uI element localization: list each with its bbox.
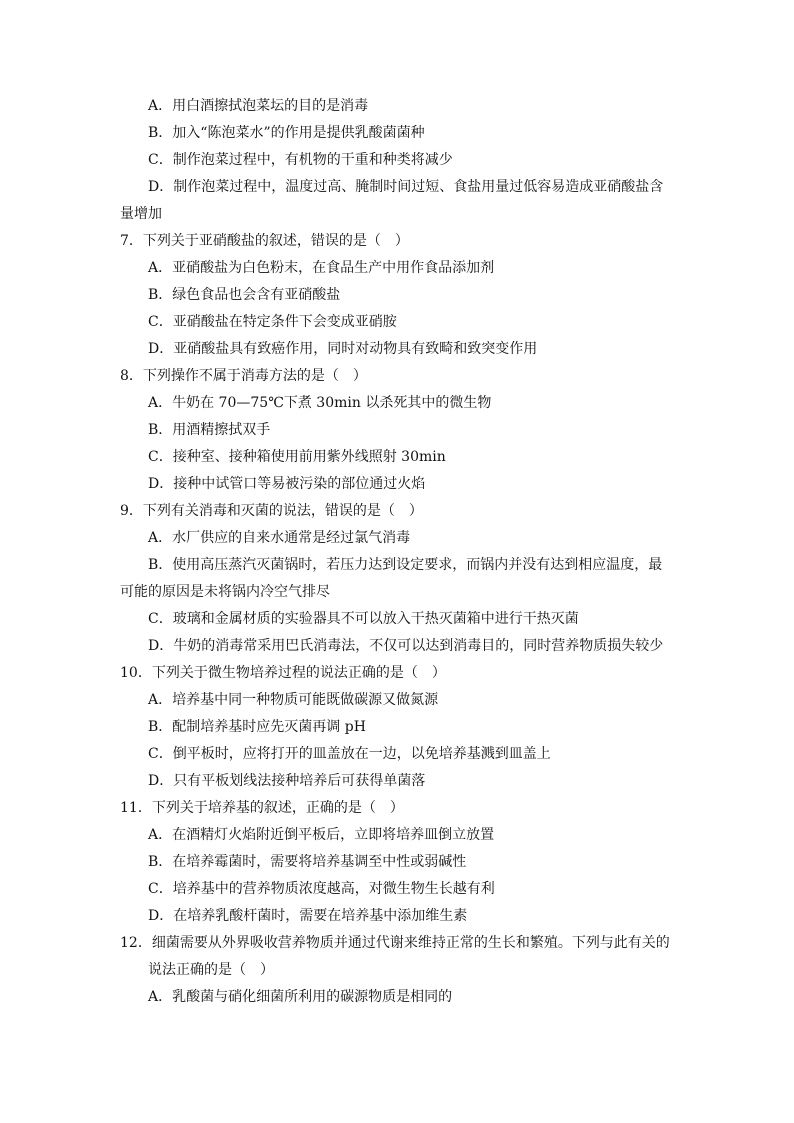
question-stem: 10．下列关于微生物培养过程的说法正确的是（ ） bbox=[120, 665, 446, 681]
option-line: B．用酒精擦拭双手 bbox=[148, 422, 271, 438]
option-line: C．接种室、接种箱使用前用紫外线照射 30min bbox=[148, 449, 446, 465]
option-continuation: 可能的原因是未将锅内冷空气排尽 bbox=[120, 584, 330, 600]
option-line: C．玻璃和金属材质的实验器具不可以放入干热灭菌箱中进行干热灭菌 bbox=[148, 611, 579, 627]
question-stem: 12．细菌需要从外界吸收营养物质并通过代谢来维持正常的生长和繁殖。下列与此有关的 bbox=[120, 935, 670, 951]
option-line: B．绿色食品也会含有亚硝酸盐 bbox=[148, 287, 341, 303]
question-stem-continuation: 说法正确的是（ ） bbox=[148, 962, 274, 978]
option-line: B．加入“陈泡菜水”的作用是提供乳酸菌菌种 bbox=[148, 125, 425, 141]
option-line: A．水厂供应的自来水通常是经过氯气消毒 bbox=[148, 530, 411, 546]
question-stem: 8．下列操作不属于消毒方法的是（ ） bbox=[120, 368, 367, 384]
option-line: D．只有平板划线法接种培养后可获得单菌落 bbox=[148, 773, 426, 789]
option-line: D．在培养乳酸杆菌时，需要在培养基中添加维生素 bbox=[148, 908, 468, 924]
option-continuation: 量增加 bbox=[120, 206, 162, 222]
option-line: C．制作泡菜过程中，有机物的干重和种类将减少 bbox=[148, 152, 453, 168]
option-line: D．亚硝酸盐具有致癌作用，同时对动物具有致畸和致突变作用 bbox=[148, 341, 538, 357]
question-list bbox=[120, 93, 680, 1011]
option-line: A．培养基中同一种物质可能既做碳源又做氮源 bbox=[148, 692, 439, 708]
option-line: A．用白酒擦拭泡菜坛的目的是消毒 bbox=[148, 98, 369, 114]
option-line: B．在培养霉菌时，需要将培养基调至中性或弱碱性 bbox=[148, 854, 467, 870]
question-stem: 9．下列有关消毒和灭菌的说法，错误的是（ ） bbox=[120, 503, 423, 519]
option-line: A．牛奶在 70—75℃下煮 30min 以杀死其中的微生物 bbox=[148, 395, 492, 411]
option-line: C．倒平板时，应将打开的皿盖放在一边，以免培养基溅到皿盖上 bbox=[148, 746, 551, 762]
option-line: C．亚硝酸盐在特定条件下会变成亚硝胺 bbox=[148, 314, 397, 330]
question-stem: 7．下列关于亚硝酸盐的叙述，错误的是（ ） bbox=[120, 233, 409, 249]
option-line: C．培养基中的营养物质浓度越高，对微生物生长越有利 bbox=[148, 881, 495, 897]
option-line: D．制作泡菜过程中，温度过高、腌制时间过短、食盐用量过低容易造成亚硝酸盐含 bbox=[148, 179, 664, 195]
question-stem: 11．下列关于培养基的叙述，正确的是（ ） bbox=[120, 800, 404, 816]
option-line: A．在酒精灯火焰附近倒平板后，立即将培养皿倒立放置 bbox=[148, 827, 495, 843]
option-line: D．接种中试管口等易被污染的部位通过火焰 bbox=[148, 476, 426, 492]
option-line: B．使用高压蒸汽灭菌锅时，若压力达到设定要求，而锅内并没有达到相应温度，最 bbox=[148, 557, 663, 573]
option-line: D．牛奶的消毒常采用巴氏消毒法，不仅可以达到消毒目的，同时营养物质损失较少 bbox=[148, 638, 664, 654]
option-line: A．乳酸菌与硝化细菌所利用的碳源物质是相同的 bbox=[148, 989, 453, 1005]
option-line: B．配制培养基时应先灭菌再调 pH bbox=[148, 719, 366, 735]
option-line: A．亚硝酸盐为白色粉末，在食品生产中用作食品添加剂 bbox=[148, 260, 495, 276]
